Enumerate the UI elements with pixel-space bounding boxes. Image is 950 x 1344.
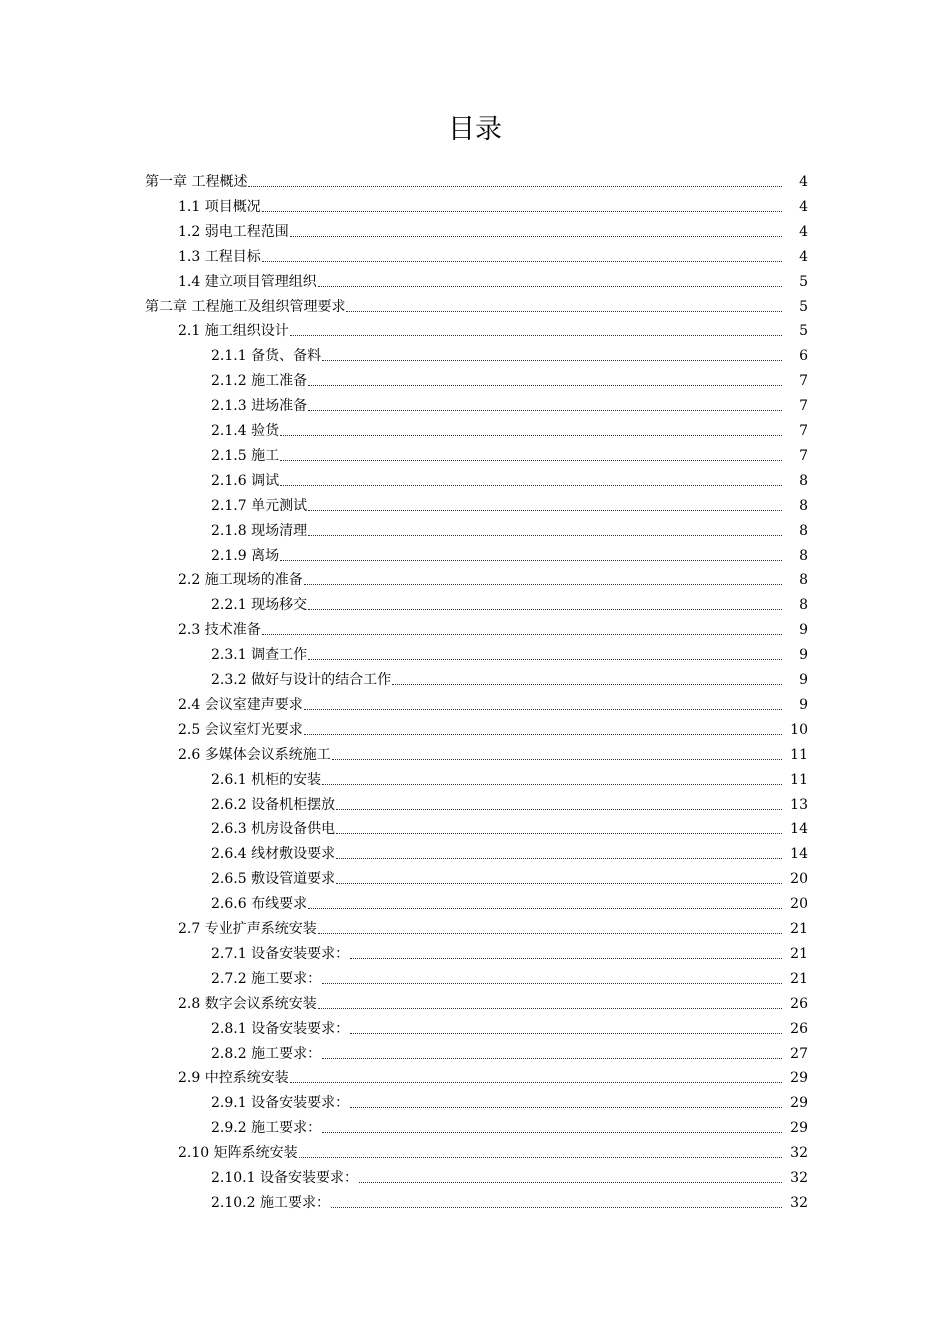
toc-entry-label: 2.6.1 机柜的安装: [211, 771, 322, 788]
dot-leader: [322, 359, 782, 361]
toc-entry-page-number: 5: [799, 298, 808, 315]
toc-entry-page-number: 10: [790, 721, 808, 738]
toc-entry-page-number: 20: [790, 871, 808, 888]
toc-entry[interactable]: [211, 515, 808, 540]
dot-leader: [336, 882, 782, 884]
toc-entry-page-number: 8: [799, 472, 808, 489]
dot-leader: [392, 683, 782, 685]
toc-entry[interactable]: [211, 863, 808, 888]
toc-entry-label: 1.1 项目概况: [178, 198, 261, 215]
dot-leader: [308, 534, 782, 536]
toc-entry[interactable]: [178, 241, 808, 266]
toc-entry-page-number: 9: [799, 696, 808, 713]
toc-entry[interactable]: [178, 191, 808, 216]
toc-entry[interactable]: [211, 664, 808, 689]
dot-leader: [350, 1032, 782, 1034]
toc-entry[interactable]: [178, 1062, 808, 1087]
dot-leader: [350, 1106, 782, 1108]
dot-leader: [322, 1131, 782, 1133]
toc-entry-label: 2.5 会议室灯光要求: [178, 721, 303, 738]
toc-entry-page-number: 8: [799, 522, 808, 539]
toc-entry[interactable]: [211, 1038, 808, 1063]
toc-entry-page-number: 20: [790, 896, 808, 913]
toc-entry-label: 2.1.9 离场: [211, 547, 280, 564]
toc-entry[interactable]: [178, 988, 808, 1013]
toc-entry[interactable]: [211, 1187, 808, 1212]
toc-entry[interactable]: [178, 266, 808, 291]
toc-entry-label: 1.2 弱电工程范围: [178, 223, 289, 240]
toc-entry-page-number: 9: [799, 647, 808, 664]
toc-entry[interactable]: [211, 813, 808, 838]
dot-leader: [336, 808, 782, 810]
toc-entry-page-number: 21: [790, 921, 808, 937]
toc-entry-page-number: 21: [790, 970, 808, 987]
toc-entry[interactable]: [145, 291, 808, 316]
toc-entry-label: 2.6.5 敷设管道要求: [211, 871, 336, 888]
toc-entry[interactable]: [211, 440, 808, 465]
toc-entry[interactable]: [178, 216, 808, 241]
toc-entry-page-number: 26: [790, 995, 808, 1012]
toc-entry[interactable]: [178, 564, 808, 589]
toc-entry-page-number: 13: [790, 796, 808, 813]
toc-entry-page-number: 7: [799, 423, 808, 439]
toc-entry-label: 2.1.3 进场准备: [211, 398, 308, 415]
toc-entry-page-number: 4: [799, 248, 808, 265]
toc-entry-label: 1.4 建立项目管理组织: [178, 273, 317, 290]
toc-entry-page-number: 8: [799, 497, 808, 514]
dot-leader: [290, 1081, 782, 1083]
dot-leader: [336, 832, 782, 834]
toc-entry-page-number: 4: [799, 198, 808, 215]
toc-entry[interactable]: [211, 838, 808, 863]
toc-entry[interactable]: [211, 1013, 808, 1038]
toc-entry[interactable]: [211, 1162, 808, 1187]
toc-entry-page-number: 7: [799, 447, 808, 464]
toc-entry[interactable]: [211, 465, 808, 490]
toc-entry-label: 2.7.1 设备安装要求：: [211, 945, 350, 962]
toc-entry-label: 2.6.6 布线要求: [211, 896, 308, 913]
toc-entry-label: 2.6.3 机房设备供电: [211, 821, 336, 838]
toc-entry[interactable]: [178, 739, 808, 764]
toc-entry-label: 2.8.1 设备安装要求：: [211, 1020, 350, 1037]
toc-entry-label: 1.3 工程目标: [178, 248, 261, 265]
toc-entry[interactable]: [178, 315, 808, 340]
dot-leader: [280, 484, 782, 486]
dot-leader: [318, 285, 782, 287]
toc-entry-label: 2.9.2 施工要求：: [211, 1120, 322, 1137]
toc-entry-page-number: 7: [799, 398, 808, 415]
dot-leader: [280, 459, 782, 461]
dot-leader: [322, 1057, 782, 1059]
dot-leader: [322, 982, 782, 984]
toc-entry[interactable]: [211, 888, 808, 913]
toc-entry-page-number: 6: [799, 348, 808, 365]
toc-entry-label: 2.10.1 设备安装要求：: [211, 1170, 358, 1186]
toc-entry[interactable]: [178, 614, 808, 639]
toc-entry[interactable]: [211, 365, 808, 390]
toc-entry-label: 2.8 数字会议系统安装: [178, 995, 317, 1012]
toc-entry[interactable]: [211, 390, 808, 415]
toc-entry-page-number: 4: [799, 223, 808, 240]
toc-entry[interactable]: [211, 490, 808, 515]
toc-entry[interactable]: [211, 1087, 808, 1112]
toc-entry-label: 2.9.1 设备安装要求：: [211, 1095, 350, 1112]
toc-entry-label: 2.1.4 验货: [211, 423, 280, 439]
toc-title: 目录: [448, 114, 502, 145]
toc-entry-label: 2.1.2 施工准备: [211, 373, 308, 390]
dot-leader: [350, 957, 782, 959]
toc-entry-label: 2.1.8 现场清理: [211, 522, 308, 539]
dot-leader: [280, 434, 782, 436]
toc-entry-label: 2.3.2 做好与设计的结合工作: [211, 672, 392, 688]
dot-leader: [308, 658, 782, 660]
toc-entry-label: 2.9 中控系统安装: [178, 1070, 289, 1087]
dot-leader: [248, 185, 782, 187]
toc-entry-label: 2.6.4 线材敷设要求: [211, 846, 336, 863]
toc-entry[interactable]: [178, 913, 808, 938]
toc-entry-page-number: 8: [799, 597, 808, 614]
dot-leader: [304, 583, 782, 585]
toc-entry[interactable]: [211, 764, 808, 789]
toc-entry[interactable]: [211, 540, 808, 565]
toc-entry-page-number: 14: [790, 846, 808, 863]
toc-entry-label: 2.10 矩阵系统安装: [178, 1145, 298, 1162]
toc-entry-label: 2.2.1 现场移交: [211, 597, 308, 614]
dot-leader: [318, 932, 782, 934]
dot-leader: [318, 1007, 782, 1009]
toc-entry-page-number: 8: [799, 572, 808, 589]
dot-leader: [262, 260, 782, 262]
toc-entry-page-number: 32: [790, 1145, 808, 1162]
toc-entry-page-number: 5: [799, 323, 808, 340]
toc-entry-page-number: 14: [790, 821, 808, 838]
dot-leader: [290, 334, 782, 336]
toc-entry-label: 2.6.2 设备机柜摆放: [211, 796, 336, 813]
toc-entry-label: 2.3.1 调查工作: [211, 647, 308, 664]
dot-leader: [262, 210, 782, 212]
toc-entry[interactable]: [178, 689, 808, 714]
toc-entry[interactable]: [211, 639, 808, 664]
toc-entry[interactable]: [211, 1112, 808, 1137]
toc-entry-label: 第一章 工程概述: [145, 174, 248, 190]
toc-entry-page-number: 29: [790, 1095, 808, 1112]
toc-entry[interactable]: [178, 1137, 808, 1162]
toc-entry[interactable]: [211, 340, 808, 365]
toc-entry-label: 2.1.1 备货、备料: [211, 348, 322, 365]
toc-entry-label: 第二章 工程施工及组织管理要求: [145, 298, 346, 315]
dot-leader: [262, 633, 782, 635]
dot-leader: [308, 907, 782, 909]
toc-entry-label: 2.1.5 施工: [211, 447, 280, 464]
toc-entry-page-number: 32: [790, 1170, 808, 1186]
toc-entry[interactable]: [178, 714, 808, 739]
dot-leader: [346, 310, 782, 312]
toc-entry[interactable]: [211, 963, 808, 988]
toc-entry-label: 2.10.2 施工要求：: [211, 1194, 330, 1211]
dot-leader: [299, 1156, 782, 1158]
dot-leader: [308, 409, 782, 411]
toc-entry-page-number: 29: [790, 1070, 808, 1087]
toc-entry-label: 2.1.6 调试: [211, 472, 280, 489]
dot-leader: [290, 235, 782, 237]
dot-leader: [304, 733, 782, 735]
toc-entry-label: 2.1.7 单元测试: [211, 497, 308, 514]
toc-entry-page-number: 11: [790, 771, 808, 788]
toc-entry-page-number: 27: [790, 1045, 808, 1062]
toc-entry[interactable]: [211, 415, 808, 440]
toc-entry-page-number: 29: [790, 1120, 808, 1137]
toc-entry-label: 2.2 施工现场的准备: [178, 572, 303, 589]
toc-entry[interactable]: [211, 589, 808, 614]
dot-leader: [336, 857, 782, 859]
toc-entry-page-number: 32: [790, 1194, 808, 1211]
toc-entry-page-number: 11: [790, 746, 808, 763]
toc-entry-label: 2.6 多媒体会议系统施工: [178, 746, 331, 763]
dot-leader: [308, 509, 782, 511]
toc-entry-page-number: 9: [799, 622, 808, 639]
toc-entry-page-number: 26: [790, 1020, 808, 1037]
toc-entry-page-number: 4: [799, 174, 808, 190]
dot-leader: [331, 1206, 782, 1208]
toc-entry[interactable]: [145, 166, 808, 191]
toc-entry-page-number: 8: [799, 547, 808, 564]
dot-leader: [359, 1181, 782, 1183]
toc-entry-page-number: 21: [790, 945, 808, 962]
dot-leader: [322, 783, 782, 785]
toc-entry-label: 2.1 施工组织设计: [178, 323, 289, 340]
toc-entry-page-number: 7: [799, 373, 808, 390]
dot-leader: [308, 384, 782, 386]
toc-entry[interactable]: [211, 789, 808, 814]
toc-entry-label: 2.7 专业扩声系统安装: [178, 921, 317, 937]
toc-entry-label: 2.3 技术准备: [178, 622, 261, 639]
toc-entry-page-number: 9: [799, 672, 808, 688]
dot-leader: [308, 608, 782, 610]
toc-entry-label: 2.8.2 施工要求：: [211, 1045, 322, 1062]
dot-leader: [332, 758, 782, 760]
toc-entry-label: 2.7.2 施工要求：: [211, 970, 322, 987]
dot-leader: [304, 708, 782, 710]
toc-entry[interactable]: [211, 938, 808, 963]
toc-entry-page-number: 5: [799, 273, 808, 290]
toc-entry-label: 2.4 会议室建声要求: [178, 696, 303, 713]
dot-leader: [280, 559, 782, 561]
